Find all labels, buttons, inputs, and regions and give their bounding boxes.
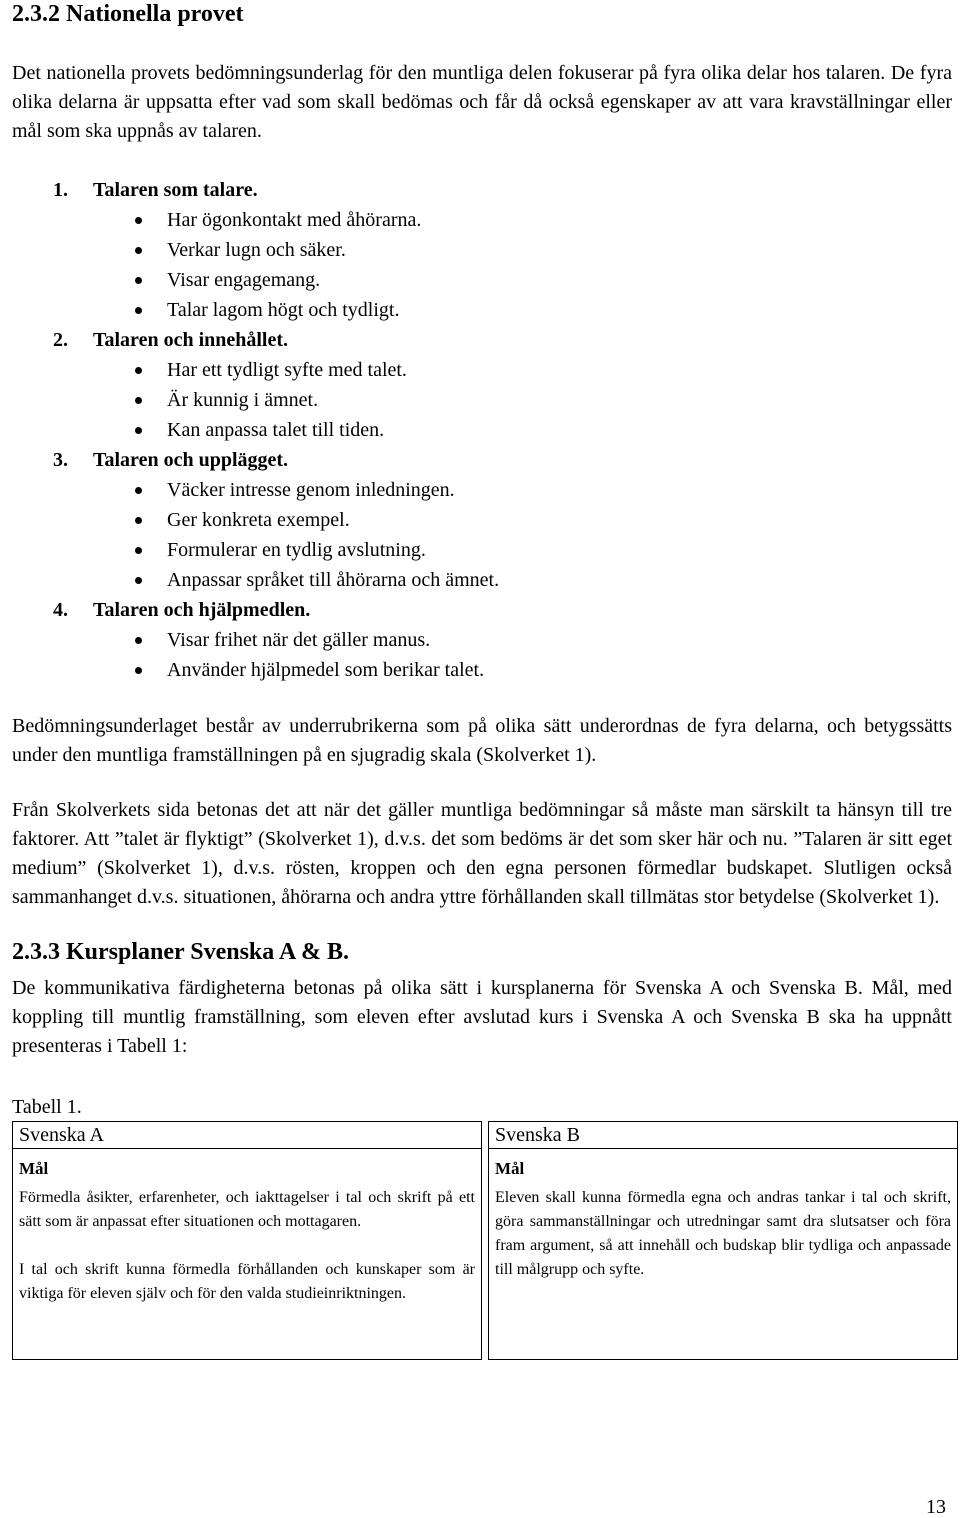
- bullet-item: Är kunnig i ämnet.: [12, 385, 952, 415]
- list-item: [12, 595, 952, 625]
- bullet-icon: [135, 667, 142, 674]
- bullet-icon: [135, 517, 142, 524]
- list-item: [12, 175, 952, 205]
- bullet-item: Kan anpassa talet till tiden.: [12, 415, 952, 445]
- table-header-svenska-b: Svenska B: [489, 1122, 958, 1149]
- list-item-number: 4.: [53, 599, 68, 621]
- list-item-title: Talaren och hjälpmedlen.: [93, 599, 311, 621]
- section-heading: 2.3.2 Nationella provet: [12, 1, 244, 27]
- table-row: [13, 1149, 958, 1360]
- bullet-item: Använder hjälpmedel som berikar talet.: [12, 655, 952, 685]
- cell-subheading: Mål: [19, 1159, 49, 1178]
- document-page: [12, 0, 952, 1360]
- cell-text: Eleven skall kunna förmedla egna och andras tankar i tal och skrift, göra sammanställningar och utredningar samt dra slutsatser och föra fram argument, så att innehåll och budskap blir tydliga och anpassade till målgrupp och syfte.: [495, 1189, 951, 1278]
- list-item-title: Talaren som talare.: [93, 179, 258, 201]
- bullet-item: Väcker intresse genom inledningen.: [12, 475, 952, 505]
- list-item-number: 3.: [53, 449, 68, 471]
- table-cell-svenska-b: [489, 1149, 958, 1360]
- table-header-row: [13, 1122, 958, 1149]
- bullet-icon: [135, 577, 142, 584]
- bullet-icon: [135, 217, 142, 224]
- list-item-title: Talaren och innehållet.: [93, 329, 289, 351]
- bullet-item: Verkar lugn och säker.: [12, 235, 952, 265]
- bullet-icon: [135, 397, 142, 404]
- list-item-title: Talaren och upplägget.: [93, 449, 289, 471]
- cell-text: I tal och skrift kunna förmedla förhållanden och kunskaper som är viktiga för eleven själv och för den valda studieinriktningen.: [19, 1261, 475, 1302]
- intro-paragraph: Det nationella provets bedömningsunderlag för den muntliga delen fokuserar på fyra olika delar hos talaren. De fyra olika delarna är uppsatta efter vad som skall bedömas och får då också egenskaper av att vara kravställningar eller mål som ska uppnås av talaren.: [12, 62, 952, 142]
- list-item: [12, 445, 952, 475]
- list-item-number: 1.: [53, 179, 68, 201]
- bullet-item: Formulerar en tydlig avslutning.: [12, 535, 952, 565]
- bullet-item: Har ögonkontakt med åhörarna.: [12, 205, 952, 235]
- bullet-item: Anpassar språket till åhörarna och ämnet.: [12, 565, 952, 595]
- cell-text: Förmedla åsikter, erfarenheter, och iakttagelser i tal och skrift på ett sätt som är anpassat efter situationen och mottagaren.: [19, 1189, 475, 1230]
- bullet-icon: [135, 247, 142, 254]
- section-heading: 2.3.3 Kursplaner Svenska A & B.: [12, 939, 349, 965]
- bullet-icon: [135, 277, 142, 284]
- bullet-item: Ger konkreta exempel.: [12, 505, 952, 535]
- bullet-icon: [135, 547, 142, 554]
- bullet-icon: [135, 307, 142, 314]
- table-cell-svenska-a: [13, 1149, 482, 1360]
- page-number: 13: [926, 1496, 946, 1518]
- bullet-icon: [135, 427, 142, 434]
- bullet-item: Talar lagom högt och tydligt.: [12, 295, 952, 325]
- list-item-number: 2.: [53, 329, 68, 351]
- table-header-svenska-a: Svenska A: [13, 1122, 482, 1149]
- bullet-icon: [135, 367, 142, 374]
- cell-subheading: Mål: [495, 1159, 525, 1178]
- factors-paragraph: Från Skolverkets sida betonas det att när det gäller muntliga bedömningar så måste man särskilt ta hänsyn till tre faktorer. Att ”talet är flyktigt” (Skolverket 1), d.v.s. det som bedöms är det som sker här och nu. ”Talaren är sitt eget medium” (Skolverket 1), d.v.s. rösten, kroppen och den egna personen förmedlar budskapet. Slutligen också sammanhanget d.v.s. situationen, åhörarna och andra yttre förhållanden skall tillmätas stor betydelse (Skolverket 1).: [12, 799, 952, 908]
- bullet-item: Visar frihet när det gäller manus.: [12, 625, 952, 655]
- table-caption: Tabell 1.: [12, 1096, 82, 1118]
- goals-table: [12, 1121, 958, 1360]
- bullet-icon: [135, 487, 142, 494]
- bullet-item: Har ett tydligt syfte med talet.: [12, 355, 952, 385]
- curriculum-paragraph: De kommunikativa färdigheterna betonas på olika sätt i kursplanerna för Svenska A och Svenska B. Mål, med koppling till muntlig framställning, som eleven efter avslutad kurs i Svenska A och Svenska B ska ha uppnått presenteras i Tabell 1:: [12, 977, 952, 1057]
- bullet-item: Visar engagemang.: [12, 265, 952, 295]
- criteria-list: [12, 175, 952, 685]
- bullet-icon: [135, 637, 142, 644]
- assessment-paragraph: Bedömningsunderlaget består av underrubrikerna som på olika sätt underordnas de fyra delarna, och betygssätts under den muntliga framställningen på en sjugradig skala (Skolverket 1).: [12, 715, 952, 766]
- list-item: [12, 325, 952, 355]
